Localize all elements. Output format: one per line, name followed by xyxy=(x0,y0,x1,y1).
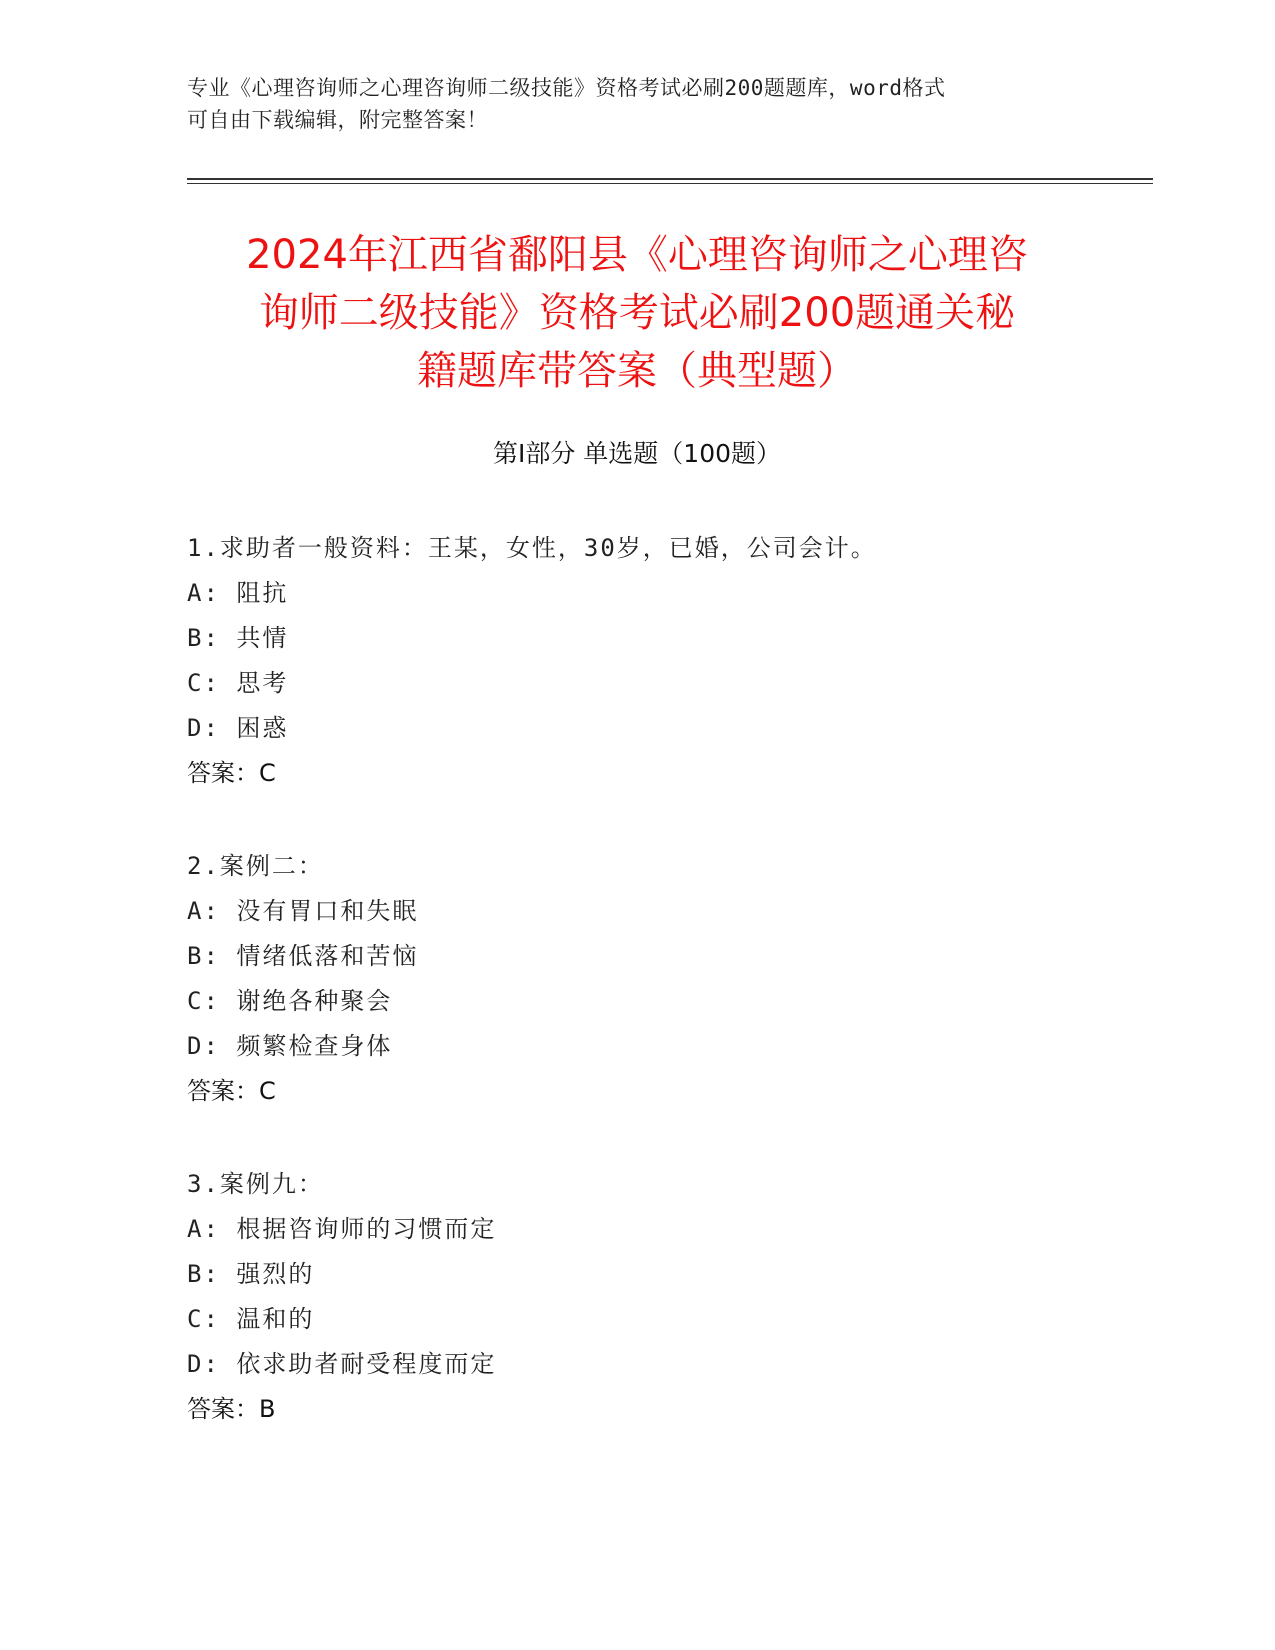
header-note-line-1: 专业《心理咨询师之心理咨询师二级技能》资格考试必刷200题题库，word格式 xyxy=(187,76,946,100)
header-divider-thick xyxy=(187,178,1153,180)
question-item xyxy=(187,526,1087,796)
section-title: 第Ⅰ部分 单选题（100题） xyxy=(492,439,782,468)
question-option-c: C: 思考 xyxy=(187,669,289,697)
question-answer: 答案：B xyxy=(187,1395,276,1423)
document-title xyxy=(187,226,1087,400)
question-stem: 1.求助者一般资料：王某，女性，30岁，已婚，公司会计。 xyxy=(187,534,877,562)
header-note-line-2: 可自由下载编辑，附完整答案！ xyxy=(187,108,488,132)
question-answer: 答案：C xyxy=(187,1077,276,1105)
document-title-line-1: 2024年江西省鄱阳县《心理咨询师之心理咨 xyxy=(246,232,1028,278)
question-option-d: D: 依求助者耐受程度而定 xyxy=(187,1350,497,1378)
question-option-b: B: 共情 xyxy=(187,624,289,652)
question-option-d: D: 困惑 xyxy=(187,714,289,742)
question-option-c: C: 温和的 xyxy=(187,1305,315,1333)
header-note xyxy=(187,72,1067,136)
question-stem: 2.案例二： xyxy=(187,852,324,880)
question-option-a: A: 没有胃口和失眠 xyxy=(187,897,419,925)
document-title-line-3: 籍题库带答案（典型题） xyxy=(417,348,857,394)
question-option-a: A: 阻抗 xyxy=(187,579,289,607)
header-divider-thin xyxy=(187,183,1153,184)
question-option-b: B: 强烈的 xyxy=(187,1260,315,1288)
question-item xyxy=(187,844,1087,1114)
document-title-line-2: 询师二级技能》资格考试必刷200题通关秘 xyxy=(258,290,1016,336)
question-option-c: C: 谢绝各种聚会 xyxy=(187,987,393,1015)
question-answer: 答案：C xyxy=(187,759,276,787)
question-stem: 3.案例九： xyxy=(187,1170,324,1198)
question-option-b: B: 情绪低落和苦恼 xyxy=(187,942,419,970)
question-option-d: D: 频繁检查身体 xyxy=(187,1032,393,1060)
question-item xyxy=(187,1162,1087,1432)
question-option-a: A: 根据咨询师的习惯而定 xyxy=(187,1215,497,1243)
